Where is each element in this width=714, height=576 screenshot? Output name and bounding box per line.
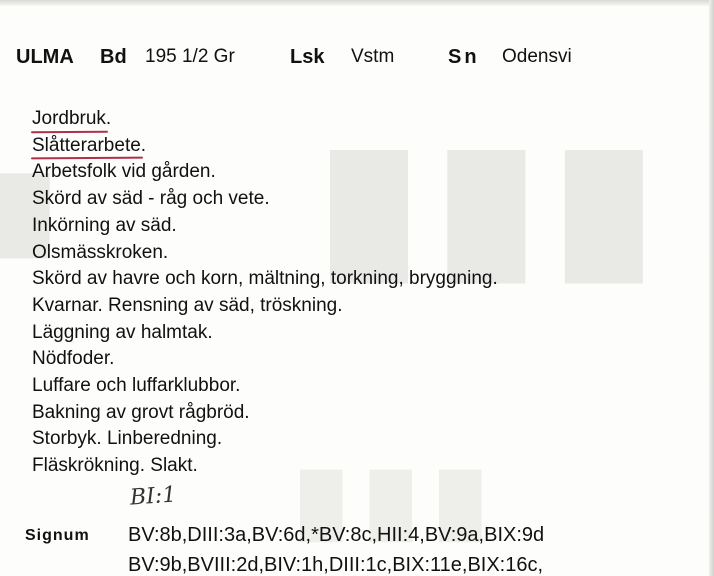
topic-underlined-text: Slåtterarbete	[32, 133, 141, 160]
topic-item: Arbetsfolk vid gården.	[32, 161, 216, 183]
topic-item: Läggning av halmtak.	[32, 321, 213, 343]
topic-item: Skörd av havre och korn, mältning, torkning, bryggning.	[32, 268, 498, 290]
volume-label: Bd	[100, 46, 127, 68]
archive-name: ULMA	[16, 46, 74, 68]
topic-item: Bakning av grovt rågbröd.	[32, 401, 250, 423]
province-label: Lsk	[290, 46, 325, 68]
topic-item: Luffare och luffarklubbor.	[32, 375, 241, 397]
card-right-edge	[709, 0, 714, 576]
topic-item	[32, 133, 498, 160]
topic-item: Olsmässkroken.	[32, 241, 169, 263]
topic-item	[32, 106, 498, 133]
handwritten-note: BI:1	[129, 482, 178, 511]
topic-item: Kvarnar. Rensning av säd, tröskning.	[32, 294, 343, 316]
topic-underlined-text: Jordbruk	[32, 106, 106, 133]
signum-codes	[128, 520, 544, 576]
signum-line: BV:9b,BVIII:2d,BIV:1h,DIII:1c,BIX:11e,BIX:16c,	[128, 554, 544, 576]
province-value: Vstm	[351, 46, 395, 67]
card-header	[16, 42, 706, 72]
topic-item: Skörd av säd - råg och vete.	[32, 188, 270, 210]
signum-line: BV:8b,DIII:3a,BV:6d,*BV:8c,HII:4,BV:9a,BIX:9d	[128, 524, 545, 546]
card-top-edge	[0, 0, 714, 6]
show-through-watermark: █ █ █	[330, 152, 649, 274]
parish-value: Odensvi	[502, 46, 572, 67]
topic-item: Fläskrökning. Slakt.	[32, 455, 198, 477]
show-through-watermark: █ █ █	[300, 471, 488, 537]
topic-item: Nödfoder.	[32, 348, 115, 370]
topic-period: .	[140, 134, 147, 156]
topic-item: Storbyk. Linberedning.	[32, 428, 223, 450]
topic-item: Inkörning av säd.	[32, 214, 177, 236]
volume-value: 195 1/2 Gr	[145, 46, 235, 67]
parish-label: Sn	[448, 46, 480, 68]
show-through-watermark: █	[0, 176, 56, 253]
topic-period: .	[105, 108, 112, 129]
topic-list	[32, 106, 498, 480]
signum-label: Signum	[25, 527, 90, 544]
